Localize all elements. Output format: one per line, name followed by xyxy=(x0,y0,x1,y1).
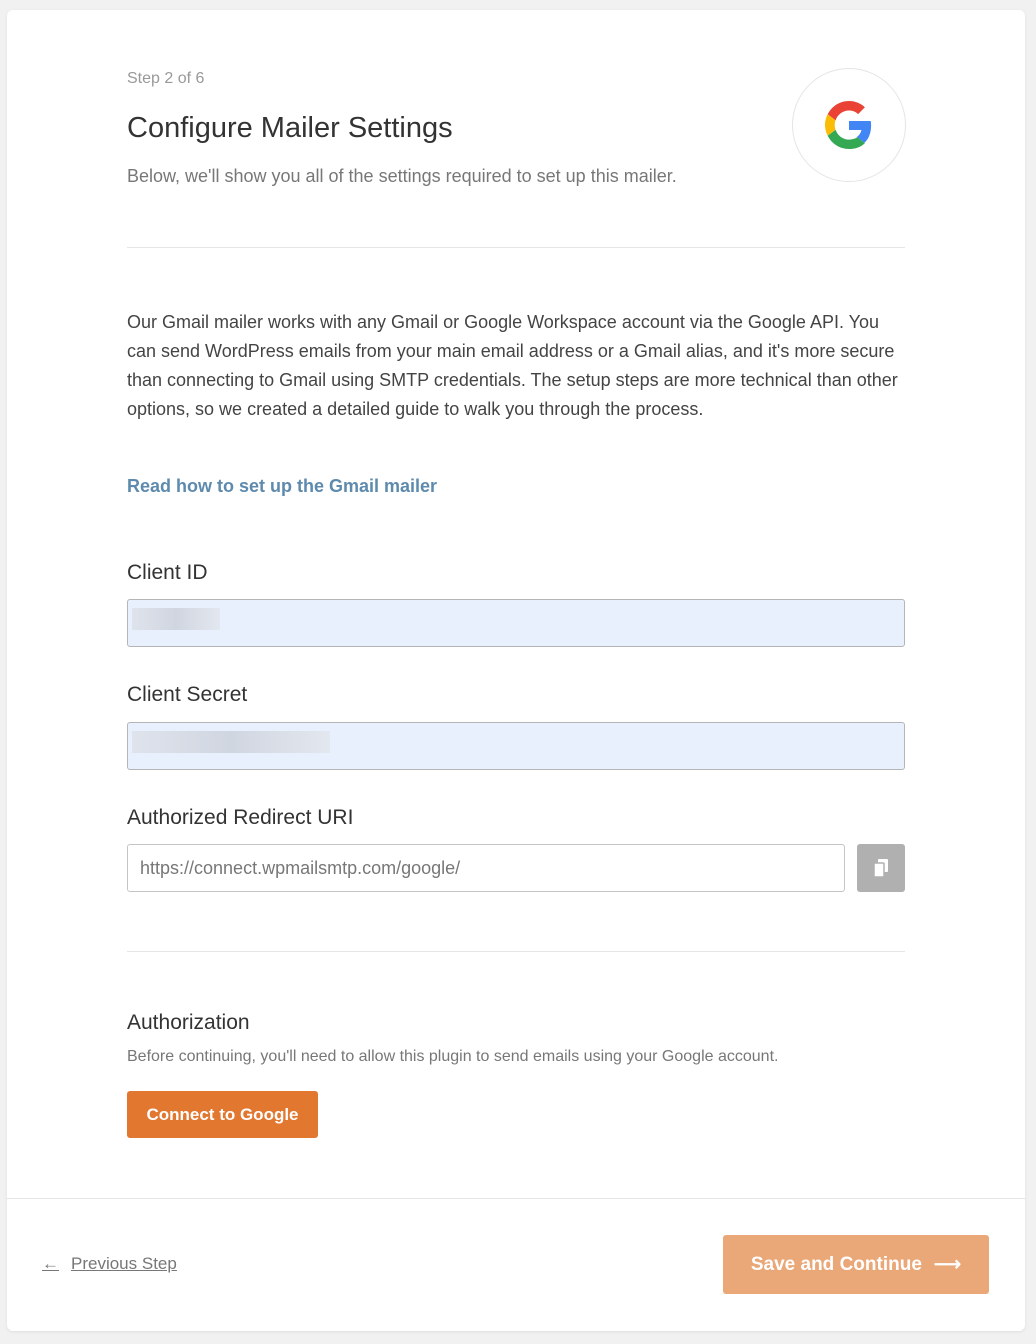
step-indicator: Step 2 of 6 xyxy=(127,70,205,87)
redirect-uri-input[interactable]: https://connect.wpmailsmtp.com/google/ xyxy=(127,844,845,892)
client-secret-label: Client Secret xyxy=(127,683,248,706)
save-label: Save and Continue xyxy=(750,1253,922,1275)
previous-step-link[interactable] xyxy=(42,1254,177,1274)
page-subtitle: Below, we'll show you all of the settings required to set up this mailer. xyxy=(127,166,677,186)
client-secret-input[interactable] xyxy=(127,722,905,770)
google-logo-icon xyxy=(792,68,906,182)
connect-to-google-button[interactable]: Connect to Google xyxy=(127,1091,318,1138)
mailer-description: Our Gmail mailer works with any Gmail or Google Workspace account via the Google API. You can send WordPress emails from your main email address or a Gmail alias, and it's more secure than connecting to Gmail using SMTP credentials. The setup steps are more technical than other options, so we created a detailed guide to walk you through the process. xyxy=(127,312,898,419)
copy-icon xyxy=(872,858,890,878)
redirect-uri-label: Authorized Redirect URI xyxy=(127,806,354,829)
divider xyxy=(127,951,905,952)
save-and-continue-button[interactable] xyxy=(723,1235,989,1294)
arrow-left-icon: ← xyxy=(42,1254,59,1273)
page-title: Configure Mailer Settings xyxy=(127,112,453,144)
arrow-right-icon: ⟶ xyxy=(933,1254,962,1275)
setup-wizard-card xyxy=(7,10,1025,1331)
divider xyxy=(127,247,905,248)
authorization-text: Before continuing, you'll need to allow this plugin to send emails using your Google account. xyxy=(127,1048,779,1065)
gmail-guide-link[interactable]: Read how to set up the Gmail mailer xyxy=(127,476,438,496)
client-id-label: Client ID xyxy=(127,561,208,584)
copy-uri-button[interactable] xyxy=(857,844,905,892)
previous-step-label: Previous Step xyxy=(71,1254,177,1273)
client-id-input[interactable] xyxy=(127,599,905,647)
footer-divider xyxy=(7,1198,1025,1199)
authorization-heading: Authorization xyxy=(127,1011,250,1034)
